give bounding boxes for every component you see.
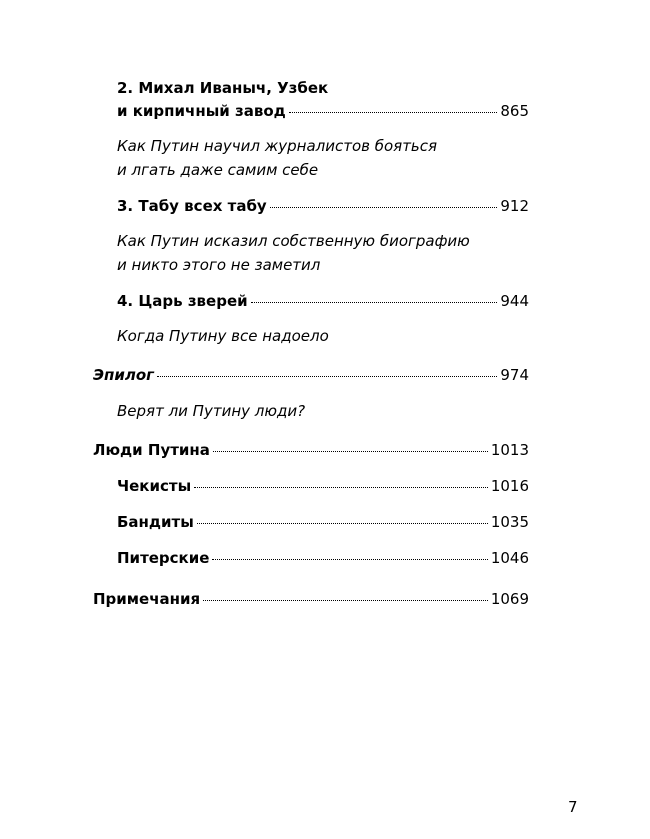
dot-leader xyxy=(157,376,497,377)
toc-entry-description xyxy=(117,399,305,423)
dot-leader xyxy=(251,302,498,303)
toc-entry-page: 1035 xyxy=(490,513,529,531)
toc-entry-title: Эпилог xyxy=(93,366,155,384)
toc-entry[interactable] xyxy=(117,510,529,534)
toc-entry-title: 2. Михал Иваныч, Узбек xyxy=(117,79,329,97)
toc-entry-page: 912 xyxy=(500,197,529,215)
toc-entry-title: Примечания xyxy=(93,590,201,608)
page-number: 7 xyxy=(568,798,578,816)
toc-entry-page: 865 xyxy=(500,102,529,120)
toc-entry-title: Чекисты xyxy=(117,477,192,495)
toc-entry-page: 1046 xyxy=(490,549,529,567)
toc-entry-title: 3. Табу всех табу xyxy=(117,197,267,215)
toc-entry[interactable] xyxy=(117,289,529,313)
toc-entry-title: Люди Путина xyxy=(93,441,210,459)
toc-entry[interactable] xyxy=(117,99,529,123)
toc-entry-description xyxy=(117,324,329,348)
toc-entry-title: и кирпичный завод xyxy=(117,102,286,120)
toc-entry[interactable] xyxy=(93,438,529,462)
toc-entry-description xyxy=(117,134,437,182)
description-line: и лгать даже самим себе xyxy=(117,161,319,179)
toc-entry-description xyxy=(117,229,470,277)
toc-entry[interactable] xyxy=(93,587,529,611)
dot-leader xyxy=(197,523,488,524)
toc-entry[interactable] xyxy=(117,546,529,570)
dot-leader xyxy=(203,600,488,601)
toc-entry-page: 974 xyxy=(500,366,529,384)
description-line: Когда Путину все надоело xyxy=(117,327,329,345)
toc-entry-page: 1016 xyxy=(490,477,529,495)
description-line: Как Путин исказил собственную биографию xyxy=(117,232,470,250)
toc-entry-title-line xyxy=(117,76,328,100)
dot-leader xyxy=(270,207,498,208)
toc-entry-page: 944 xyxy=(500,292,529,310)
toc-entry[interactable] xyxy=(117,474,529,498)
description-line: Как Путин научил журналистов бояться xyxy=(117,137,438,155)
dot-leader xyxy=(213,451,488,452)
toc-entry-page: 1069 xyxy=(490,590,529,608)
toc-entry-title: 4. Царь зверей xyxy=(117,292,248,310)
dot-leader xyxy=(289,112,498,113)
toc-entry-title: Бандиты xyxy=(117,513,194,531)
dot-leader xyxy=(194,487,488,488)
dot-leader xyxy=(212,559,487,560)
toc-entry-page: 1013 xyxy=(490,441,529,459)
description-line: и никто этого не заметил xyxy=(117,256,321,274)
toc-entry-title: Питерские xyxy=(117,549,210,567)
description-line: Верят ли Путину люди? xyxy=(117,402,306,420)
toc-entry[interactable] xyxy=(93,363,529,387)
toc-entry[interactable] xyxy=(117,194,529,218)
